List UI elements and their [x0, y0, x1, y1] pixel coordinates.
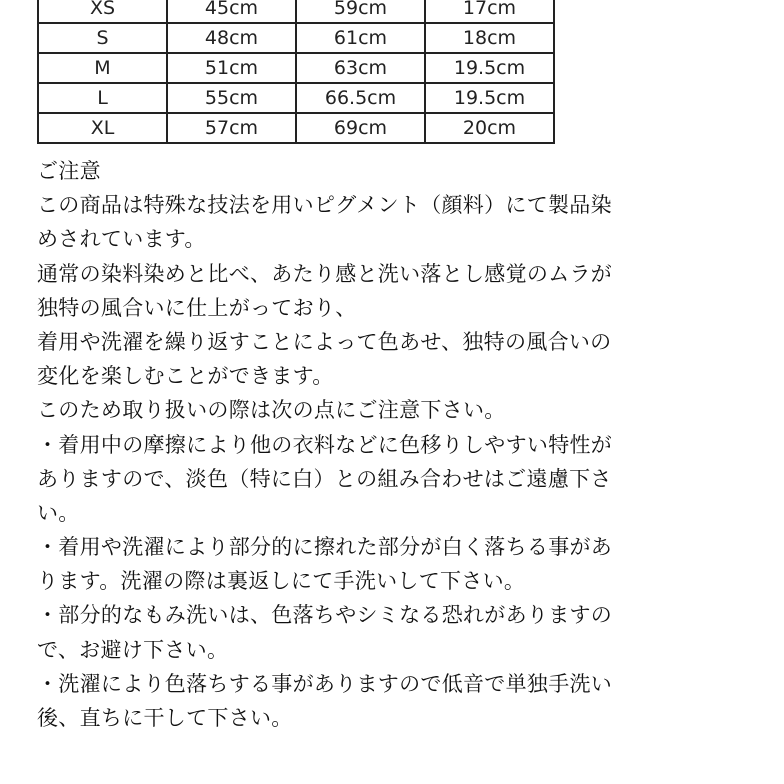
- measure-cell: 19.5cm: [425, 53, 554, 83]
- measure-cell: 19.5cm: [425, 83, 554, 113]
- note-line: ありますので、淡色（特に白）との組み合わせはご遠慮下さ: [37, 466, 612, 491]
- note-line: 後、直ちに干して下さい。: [37, 706, 293, 730]
- measure-cell: 48cm: [167, 23, 296, 53]
- note-line: で、お避け下さい。: [37, 637, 229, 662]
- measure-cell: 45cm: [167, 0, 296, 23]
- note-line: ・洗濯により色落ちする事がありますので低音で単独手洗い: [37, 671, 613, 696]
- measure-cell: 59cm: [296, 0, 425, 23]
- note-line: い。: [37, 500, 80, 525]
- size-label-cell: XL: [38, 113, 167, 143]
- note-line: このため取り扱いの際は次の点にご注意下さい。: [37, 398, 506, 423]
- size-table: [37, 0, 555, 144]
- size-label-cell: XS: [38, 0, 167, 23]
- table-row: [38, 83, 554, 113]
- measure-cell: 51cm: [167, 53, 296, 83]
- table-row: [38, 23, 554, 53]
- measure-cell: 20cm: [425, 113, 554, 143]
- note-line: 変化を楽しむことができます。: [37, 364, 334, 389]
- size-label-cell: L: [38, 83, 167, 113]
- measure-cell: 18cm: [425, 23, 554, 53]
- note-line: この商品は特殊な技法を用いピグメント（顔料）にて製品染: [37, 193, 612, 218]
- measure-cell: 69cm: [296, 113, 425, 143]
- note-line: 独特の風合いに仕上がっており、: [37, 295, 357, 320]
- measure-cell: 63cm: [296, 53, 425, 83]
- measure-cell: 66.5cm: [296, 83, 425, 113]
- note-line: ・着用や洗濯により部分的に擦れた部分が白く落ちる事があ: [37, 535, 613, 560]
- note-line: 通常の染料染めと比べ、あたり感と洗い落とし感覚のムラが: [37, 261, 613, 286]
- note-line: ・着用中の摩擦により他の衣料などに色移りしやすい特性が: [37, 432, 613, 457]
- note-line: めされています。: [37, 227, 206, 252]
- table-row: [38, 113, 554, 143]
- measure-cell: 55cm: [167, 83, 296, 113]
- measure-cell: 57cm: [167, 113, 296, 143]
- measure-cell: 17cm: [425, 0, 554, 23]
- notes-heading: ご注意: [37, 159, 101, 183]
- note-line: 着用や洗濯を繰り返すことによって色あせ、独特の風合いの: [37, 329, 612, 354]
- size-label-cell: M: [38, 53, 167, 83]
- care-notes: [37, 154, 737, 735]
- note-line: ・部分的なもみ洗いは、色落ちやシミなる恐れがありますの: [37, 603, 613, 628]
- table-row: [38, 0, 554, 23]
- measure-cell: 61cm: [296, 23, 425, 53]
- size-label-cell: S: [38, 23, 167, 53]
- table-row: [38, 53, 554, 83]
- note-line: ります。洗濯の際は裏返しにて手洗いして下さい。: [37, 569, 526, 594]
